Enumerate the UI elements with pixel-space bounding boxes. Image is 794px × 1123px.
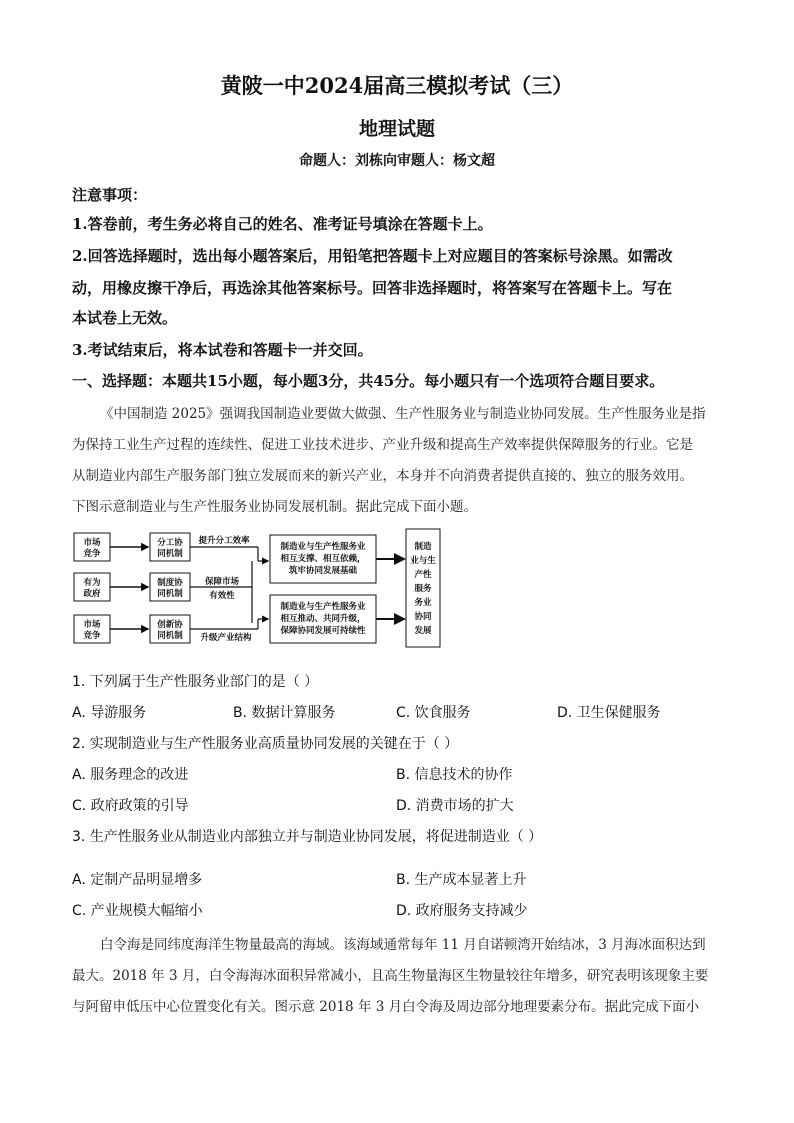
label-mid-2: 有效性 — [209, 591, 235, 601]
author-line: 命题人：刘栋向审题人：杨文超 — [299, 153, 495, 169]
mid-box-2-line-1: 制度协 — [157, 578, 183, 588]
mid-box-1-line-1: 分工协 — [157, 538, 183, 548]
question-2-option-c: C. 政府政策的引导 — [72, 798, 189, 814]
mid-box-3-line-2: 同机制 — [157, 631, 183, 641]
notice-item-2-line-1: 2.回答选择题时，选出每小题答案后，用铅笔把答题卡上对应题目的答案标号涂黑。如需改 — [72, 247, 673, 265]
right-box-2-line-2: 相互推动、共同升级， — [280, 614, 366, 624]
passage-2-line-1: 白令海是同纬度海洋生物量最高的海域。该海域通常每年 11 月自诺顿湾开始结冰，3 月海冰面积达到 — [100, 937, 706, 953]
passage-2-line-3: 与阿留申低压中心位置变化有关。图示意 2018 年 3 月白令海及周边部分地理要素分布。据此完成下面小 — [72, 999, 700, 1015]
right-box-2-line-1: 制造业与生产性服务业 — [280, 602, 366, 612]
question-3-option-b: B. 生产成本显著上升 — [396, 872, 527, 888]
final-box-line-4: 服务 — [414, 584, 432, 594]
question-2-option-d: D. 消费市场的扩大 — [396, 798, 514, 814]
question-3-option-d: D. 政府服务支持减少 — [396, 903, 528, 919]
mechanism-diagram — [72, 527, 444, 649]
notice-item-2-line-2: 动，用橡皮擦干净后，再选涂其他答案标号。回答非选择题时，将答案写在答题卡上。写在 — [72, 279, 673, 297]
question-2-stem: 2. 实现制造业与生产性服务业高质量协同发展的关键在于（ ） — [72, 736, 459, 752]
question-1-stem: 1. 下列属于生产性服务业部门的是（ ） — [72, 674, 319, 690]
left-box-1-line-2: 竞争 — [83, 549, 101, 559]
mid-box-3-line-1: 创新协 — [157, 620, 183, 630]
passage-1-line-2: 为保持工业生产过程的连续性、促进工业技术进步、产业升级和提高生产效率提供保障服务的行业。它是 — [72, 437, 693, 453]
left-box-3-line-1: 市场 — [83, 620, 101, 630]
question-3-option-c: C. 产业规模大幅缩小 — [72, 903, 203, 919]
final-box-line-3: 产性 — [414, 570, 432, 580]
label-mid-1: 保障市场 — [204, 577, 240, 587]
exam-title: 黄陂一中2024届高三模拟考试（三） — [220, 73, 574, 98]
left-box-1-line-1: 市场 — [83, 538, 101, 548]
passage-2-line-2: 最大。2018 年 3 月，白令海海冰面积异常减小，且高生物量海区生物量较往年增多，研究表明该现象主要 — [72, 968, 709, 984]
question-1-option-b: B. 数据计算服务 — [233, 705, 336, 721]
passage-1-line-3: 从制造业内部生产服务部门独立发展而来的新兴产业，本身并不向消费者提供直接的、独立的服务效用。 — [72, 468, 693, 484]
question-2-option-b: B. 信息技术的协作 — [396, 767, 513, 783]
left-box-2-line-2: 政府 — [83, 589, 101, 599]
final-box-line-5: 务业 — [414, 598, 432, 608]
mid-box-1-line-2: 同机制 — [157, 549, 183, 559]
mid-box-2-line-2: 同机制 — [157, 589, 183, 599]
right-box-1-line-1: 制造业与生产性服务业 — [280, 542, 366, 552]
final-box-line-2: 业与生 — [410, 556, 436, 566]
passage-1-line-1: 《中国制造 2025》强调我国制造业要做大做强、生产性服务业与制造业协同发展。生产性服务业是指 — [100, 406, 706, 422]
question-1-option-a: A. 导游服务 — [72, 705, 147, 721]
question-3-option-a: A. 定制产品明显增多 — [72, 872, 203, 888]
label-top: 提升分工效率 — [198, 536, 250, 546]
subject-title: 地理试题 — [358, 118, 435, 140]
label-bottom: 升级产业结构 — [200, 633, 252, 643]
right-box-1-line-3: 筑牢协同发展基础 — [288, 566, 358, 576]
question-2-option-a: A. 服务理念的改进 — [72, 767, 189, 783]
right-box-1-line-2: 相互支撑、相互依赖， — [280, 554, 366, 564]
question-3-stem: 3. 生产性服务业从制造业内部独立并与制造业协同发展，将促进制造业（ ） — [72, 829, 543, 845]
notice-item-2-line-3: 本试卷上无效。 — [72, 309, 178, 327]
question-1-option-c: C. 饮食服务 — [396, 705, 471, 721]
left-box-2-line-1: 有为 — [83, 578, 101, 588]
section-1-heading: 一、选择题：本题共15小题，每小题3分，共45分。每小题只有一个选项符合题目要求。 — [72, 372, 665, 390]
notice-item-3: 3.考试结束后，将本试卷和答题卡一并交回。 — [72, 341, 373, 359]
final-box-line-6: 协同 — [414, 612, 432, 622]
left-box-3-line-2: 竞争 — [83, 631, 101, 641]
question-1-option-d: D. 卫生保健服务 — [557, 705, 661, 721]
final-box-line-1: 制造 — [414, 542, 432, 552]
passage-1-line-4: 下图示意制造业与生产性服务业协同发展机制。据此完成下面小题。 — [72, 499, 477, 515]
notice-item-1: 1.答卷前，考生务必将自己的姓名、准考证号填涂在答题卡上。 — [72, 215, 493, 233]
final-box-line-7: 发展 — [414, 626, 432, 636]
right-box-2-line-3: 保障协同发展可持续性 — [280, 626, 366, 636]
notice-heading: 注意事项： — [72, 186, 148, 204]
